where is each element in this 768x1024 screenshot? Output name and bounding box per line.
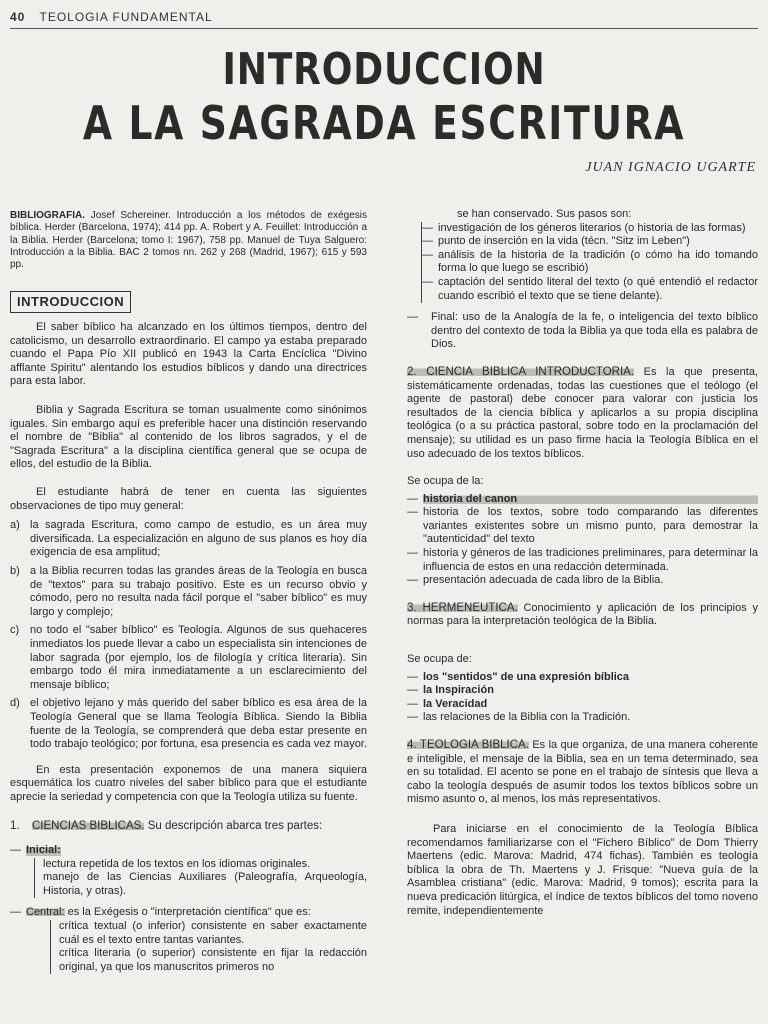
paragraph-2: Biblia y Sagrada Escritura se toman usualmente como sinónimos iguales. Sin embargo aquí es preferible hacer una distinción reservando el nombre de "Biblia" al contenido de los libros sagrados, y el de "Sagrada Escritura" a la disciplina científica general que se ocupa de ellos, del estudio de la Biblia. [10, 404, 367, 471]
list-item: historia del canon [423, 493, 758, 507]
list-item: d) el objetivo lejano y más querido del saber bíblico es esa área de la Teología General que se llama Teología Bíblica. Siendo la Biblia fuente de la Teología, se comprenderá que deba estar presente en todo trabajo teológico; por fortuna, esa presencia es cada vez mayor. [10, 697, 367, 751]
list-item: los "sentidos" de una expresión bíblica [423, 670, 630, 683]
list-item: la Inspiración [423, 684, 494, 697]
list-item: c) no todo el "saber bíblico" es Teología. Algunos de sus quehaceres inmediatos los puede llevar a cabo un especialista sin intenciones de labor sagrada (por ejemplo, los de filología y crítica literaria). Sin embargo todo él mira inmediatamente a un esclarecimiento del mensaje bíblico; [10, 624, 367, 691]
list-item: historia de los textos, sobre todo comparando las diferentes variantes existentes sobre un mismo punto, para demostrar la "autenticidad" del texto [423, 506, 758, 546]
list-item: historia y géneros de las tradiciones preliminares, para determinar la influencia de estos en una redacción determinada. [423, 547, 758, 573]
paso-item: investigación de los géneros literarios (o historia de las formas) [438, 221, 746, 234]
list-item: presentación adecuada de cada libro de la Biblia. [423, 574, 664, 587]
title-line-2: A LA SAGRADA ESCRITURA [82, 96, 686, 150]
inicial-block: — Inicial: lectura repetida de los textos en los idiomas originales. manejo de las Ciencias Auxiliares (Paleografía, Arqueología, Historia, y otras). [10, 844, 367, 897]
paso-item: punto de inserción en la vida (técn. "Sitz im Leben") [438, 235, 690, 248]
continuation: se han conservado. Sus pasos son: [457, 208, 632, 220]
section-name: TEOLOGIA FUNDAMENTAL [39, 10, 213, 24]
ocupa-2: Se ocupa de: [407, 653, 472, 666]
final-label: Final: [431, 311, 458, 324]
header-rule [10, 28, 758, 29]
bibliography-label: BIBLIOGRAFIA. [10, 210, 85, 221]
left-column [10, 210, 367, 974]
bibliography [10, 210, 367, 271]
right-column: se han conservado. Sus pasos son: — investigación de los géneros literarios (o historia de las formas) — punto de inserción en la vida (técn. "Sitz im Leben") — análisis de la historia de la tradición (o cómo ha ido tomando forma lo que luego se escribió) — captación del sentido literal del texto (o qué entendió el redactor cuando escribió el texto que se tiene delante). — Final: uso de la Analogía de la fe, o inteligencia del texto bíblico dentro del contexto de toda la Biblia ya que toda ella es palabra de Dios. 2. CIENCIA BIBLICA INTRODUCTORIA. Es la que presenta, sistemáticamente ordenadas, todas las cuestiones que el teólogo (el agente de pastoral) debe conocer para valorar con justicia los resultados de la ciencia bíblica y aplicarlos a su propia disciplina teológica (o a su práctica pastoral, sobre todo en la proclamación del mensaje); su utilidad es un paso firme hacia la Teología Bíblica en el uso adecuado de los textos bíblicos. Se ocupa de la: — historia del canon — historia de los textos, sobre todo comparando las diferentes variantes existentes sobre un mismo punto, para demostrar la "autenticidad" del texto — historia y géneros de las tradiciones preliminares, para determinar la influencia de estos en una redacción determinada. — presentación adecuada de cada libro de la Biblia. 3. HERMENEUTICA. Conocimiento y aplicación de los principios y normas para la interpretación teológica de la Biblia. Se ocupa de: — los "sentidos" de una expresión bíblica — la Inspiración — la Veracidad — las relaciones de la Biblia con la Tradición. 4. TEOLOGIA BIBLICA. Es la que organiza, de una manera coherente e inteligible, el mensaje de la Biblia, sea en un tema determinado, sea en su totalidad. El acento se pone en el trabajo de síntesis que lleva a cabo la teología después de asumir todos los textos bíblicos sobre un mismo asunto o, al menos, los más representativos. Para iniciarse en el conocimiento de la Teología Bíblica recomendamos familiarizarse con el "Fichero Bíblico" de Dom Thierry Maertens (edic. Marova: Madrid, 474 fichas). También es teología bíblica la obra de Th. Maertens y J. Frisque: "Nueva guía de la Asamblea cristiana" (edic. Marova: Madrid, 9 tomos); escrita para la nueva predicación litúrgica, el índice de textos bíblicos del tomo noveno remite, independientemente [407, 208, 758, 917]
section-2-title: 2. CIENCIA BIBLICA INTRODUCTORIA. [407, 365, 635, 378]
list-item: la Veracidad [423, 697, 488, 710]
page-number: 40 [10, 10, 26, 24]
paragraph-1: El saber bíblico ha alcanzado en los últimos tiempos, dentro del catolicismo, un desarrollo extraordinario. El campo ya estaba preparado cuando el Papa Pío XII publicó en 1943 la Carta Encíclica "Divino afflante Spiritu" alentando los estudios bíblicos y dando una directrices para esta labor. [10, 321, 367, 388]
section-3-title: 3. HERMENEUTICA. [407, 601, 518, 614]
intro-heading: INTRODUCCION [10, 291, 131, 313]
running-header [10, 10, 213, 24]
section-2: 2. CIENCIA BIBLICA INTRODUCTORIA. Es la que presenta, sistemáticamente ordenadas, todas las cuestiones que el teólogo (el agente de pastoral) debe conocer para valorar con justicia los resultados de la ciencia bíblica y aplicarlos a su propia disciplina teológica (o a su práctica pastoral, sobre todo en la proclamación del mensaje); su utilidad es un paso firme hacia la Teología Bíblica en el uso adecuado de los textos bíblicos. [407, 365, 758, 460]
bibliography-text: Josef Schereiner. Introducción a los métodos de exégesis bíblica. Herder (Barcelona, 1974); 414 pp. A. Robert y A. Feuillet: Introducción a la Biblia. Herder (Barcelona; tomo I: 1967), 758 pp. Manuel de Tuya Salguero: Introducción a la Biblia. BAC 2 tomos nn. 262 y 268 (Madrid, 1967); 615 y 593 pp. [10, 210, 367, 271]
section-3: 3. HERMENEUTICA. Conocimiento y aplicación de los principios y normas para la interpretación teológica de la Biblia. [407, 601, 758, 628]
ocupa-2-list: — los "sentidos" de una expresión bíblica — la Inspiración — la Veracidad — las relaciones de la Biblia con la Tradición. [407, 671, 758, 725]
title-line-1: INTRODUCCION [222, 44, 546, 95]
paso-item: análisis de la historia de la tradición (o cómo ha ido tomando forma lo que luego se escribió) [438, 248, 758, 275]
author: JUAN IGNACIO UGARTE [585, 160, 756, 175]
list-item: las relaciones de la Biblia con la Tradición. [423, 711, 631, 724]
paso-item: captación del sentido literal del texto (o qué entendió el redactor cuando escribió el texto que se tiene delante). [438, 275, 758, 302]
section-4: 4. TEOLOGIA BIBLICA. Es la que organiza, de una manera coherente e inteligible, el mensaje de la Biblia, sea en un tema determinado, sea en su totalidad. El acento se pone en el trabajo de síntesis que lleva a cabo la teología después de asumir todos los textos bíblicos sobre un mismo asunto o, al menos, los más representativos. [407, 739, 758, 806]
ocupa-1: Se ocupa de la: [407, 475, 484, 488]
inicial-label: Inicial: [26, 844, 61, 857]
ocupa-1-list: — historia del canon — historia de los textos, sobre todo comparando las diferentes variantes existentes sobre un mismo punto, para demostrar la "autenticidad" del texto — historia y géneros de las tradiciones preliminares, para determinar la influencia de estos en una redacción determinada. — presentación adecuada de cada libro de la Biblia. [407, 492, 758, 587]
central-item: crítica literaria (o superior) consistente en fijar la redacción original, ya que los manuscritos primeros no [59, 947, 367, 973]
paragraph-3: El estudiante habrá de tener en cuenta las siguientes observaciones de tipo muy general: [10, 486, 367, 512]
paragraph-final: Para iniciarse en el conocimiento de la Teología Bíblica recomendamos familiarizarse con el "Fichero Bíblico" de Dom Thierry Maertens (edic. Marova: Madrid, 474 fichas). También es teología bíblica la obra de Th. Maertens y J. Frisque: "Nueva guía de la Asamblea cristiana" (edic. Marova: Madrid, 9 tomos); escrita para la nueva predicación litúrgica, el índice de textos bíblicos del tomo noveno remite, independientemente [407, 822, 758, 917]
inicial-item: manejo de las Ciencias Auxiliares (Paleografía, Arqueología, Historia, y otras). [43, 871, 367, 897]
central-item: crítica textual (o inferior) consistente en saber exactamente cuál es el texto entre tantas variantes. [59, 920, 367, 946]
list-item: a) la sagrada Escritura, como campo de estudio, es un área muy diversificada. La especialización en alguno de sus planos es hoy día exigencia de esa amplitud; [10, 519, 367, 559]
inicial-item: lectura repetida de los textos en los idiomas originales. [43, 857, 311, 870]
section-1-heading: 1. CIENCIAS BIBLICAS. Su descripción abarca tres partes: [10, 820, 323, 833]
paragraph-4: En esta presentación exponemos de una manera siquiera esquemática los cuatro niveles del saber bíblico para que el estudiante aprecie la seriedad y competencia con que la Teología utiliza su fuente. [10, 763, 367, 803]
central-block: — Central: es la Exégesis o "interpretación científica" que es: crítica textual (o inferior) consistente en saber exactamente cuál es el texto entre tantas variantes. crítica literaria (o superior) consistente en fijar la redacción original, ya que los manuscritos primeros no [10, 906, 367, 973]
section-4-title: 4. TEOLOGIA BIBLICA. [407, 739, 529, 751]
list-item: b) a la Biblia recurren todas las grandes áreas de la Teología en busca de "textos" para su trabajo positivo. Este es un recurso obvio y cómodo, pero no resulta nada fácil porque el "saber bíblico" es muy largo y complejo; [10, 564, 367, 618]
final-block: — Final: uso de la Analogía de la fe, o inteligencia del texto bíblico dentro del contexto de toda la Biblia ya que toda ella es palabra de Dios. [407, 311, 758, 351]
